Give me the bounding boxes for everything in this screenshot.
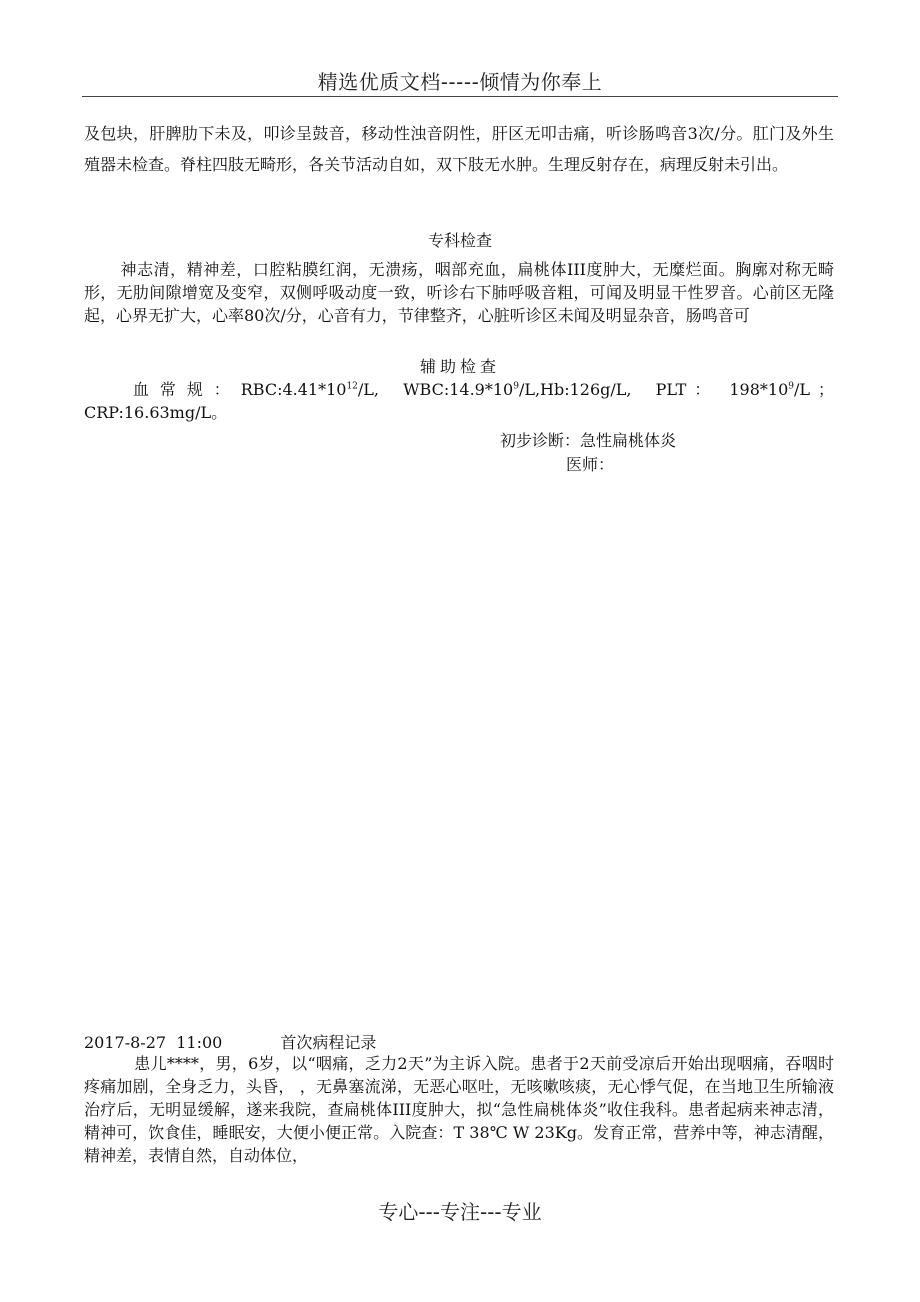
first-record-title: 首次病程记录 bbox=[280, 1033, 377, 1052]
plt-exponent: 9 bbox=[788, 381, 794, 392]
rbc-exponent: 12 bbox=[346, 381, 358, 392]
blood-routine-label: 血 常 规 ： bbox=[130, 380, 233, 399]
rbc-value: RBC:4.41*10 bbox=[240, 380, 347, 399]
first-record-header bbox=[84, 1030, 376, 1053]
doctor-signature-label: 医师： bbox=[566, 455, 615, 474]
page-header-title: 精选优质文档-----倾情为你奉上 bbox=[317, 70, 603, 94]
specialty-exam-text: 神志清，精神差，口腔粘膜红润，无溃疡，咽部充血，扁桃体III度肿大，无糜烂面。胸廓对称无畸形，无肋间隙增宽及变窄，双侧呼吸动度一致，听诊右下肺呼吸音粗，可闻及明显干性罗音。心前区无隆起，心界无扩大，心率80次/分，心音有力，节律整齐，心脏听诊区未闻及明显杂音，肠鸣音可 bbox=[84, 260, 834, 325]
wbc-exponent: 9 bbox=[513, 381, 519, 392]
plt-value: 198*10 bbox=[729, 380, 789, 399]
physical-exam-continued-paragraph: 及包块，肝脾肋下未及，叩诊呈鼓音，移动性浊音阴性，肝区无叩击痛，听诊肠鸣音3次/分。肛门及外生殖器未检查。脊柱四肢无畸形，各关节活动自如，双下肢无水肿。生理反射存在，病理反射未引出。 bbox=[84, 124, 834, 174]
wbc-value: WBC:14.9*10 bbox=[403, 380, 514, 399]
record-date-time: 2017-8-27 11:00 bbox=[84, 1033, 223, 1052]
specialty-exam-heading: 专科检查 bbox=[427, 231, 492, 250]
page-footer: 专心---专注---专业 bbox=[378, 1200, 542, 1224]
plt-label: PLT ： bbox=[655, 380, 714, 399]
rbc-unit: /L, bbox=[357, 380, 380, 399]
preliminary-diagnosis: 初步诊断：急性扁桃体炎 bbox=[500, 431, 677, 450]
first-record-paragraph bbox=[84, 1052, 834, 1167]
plt-unit: /L ； bbox=[793, 380, 835, 399]
first-record-text: 患儿****，男，6岁，以“咽痛，乏力2天”为主诉入院。患者于2天前受凉后开始出现咽痛，吞咽时疼痛加剧，全身乏力，头昏， ，无鼻塞流涕，无恶心呕吐，无咳嗽咳痰，无心悸气促，在当地卫生所输液治疗后，无明显缓解，遂来我院，查扁桃体III度肿大，拟“急性扁桃体炎”收住我科。患者起病来神志清，精神可，饮食佳，睡眠安，大便小便正常。入院查：T 38℃ W 23Kg。发育正常，营养中等，神志清醒，精神差，表情自然，自动体位， bbox=[84, 1054, 834, 1165]
header-divider bbox=[82, 96, 838, 97]
crp-value: CRP:16.63mg/L。 bbox=[84, 403, 228, 422]
auxiliary-exam-heading: 辅助检查 bbox=[419, 357, 500, 376]
specialty-exam-paragraph bbox=[84, 258, 834, 327]
blood-routine-paragraph bbox=[84, 378, 834, 424]
wbc-hb-unit: /L,Hb:126g/L, bbox=[518, 380, 632, 399]
